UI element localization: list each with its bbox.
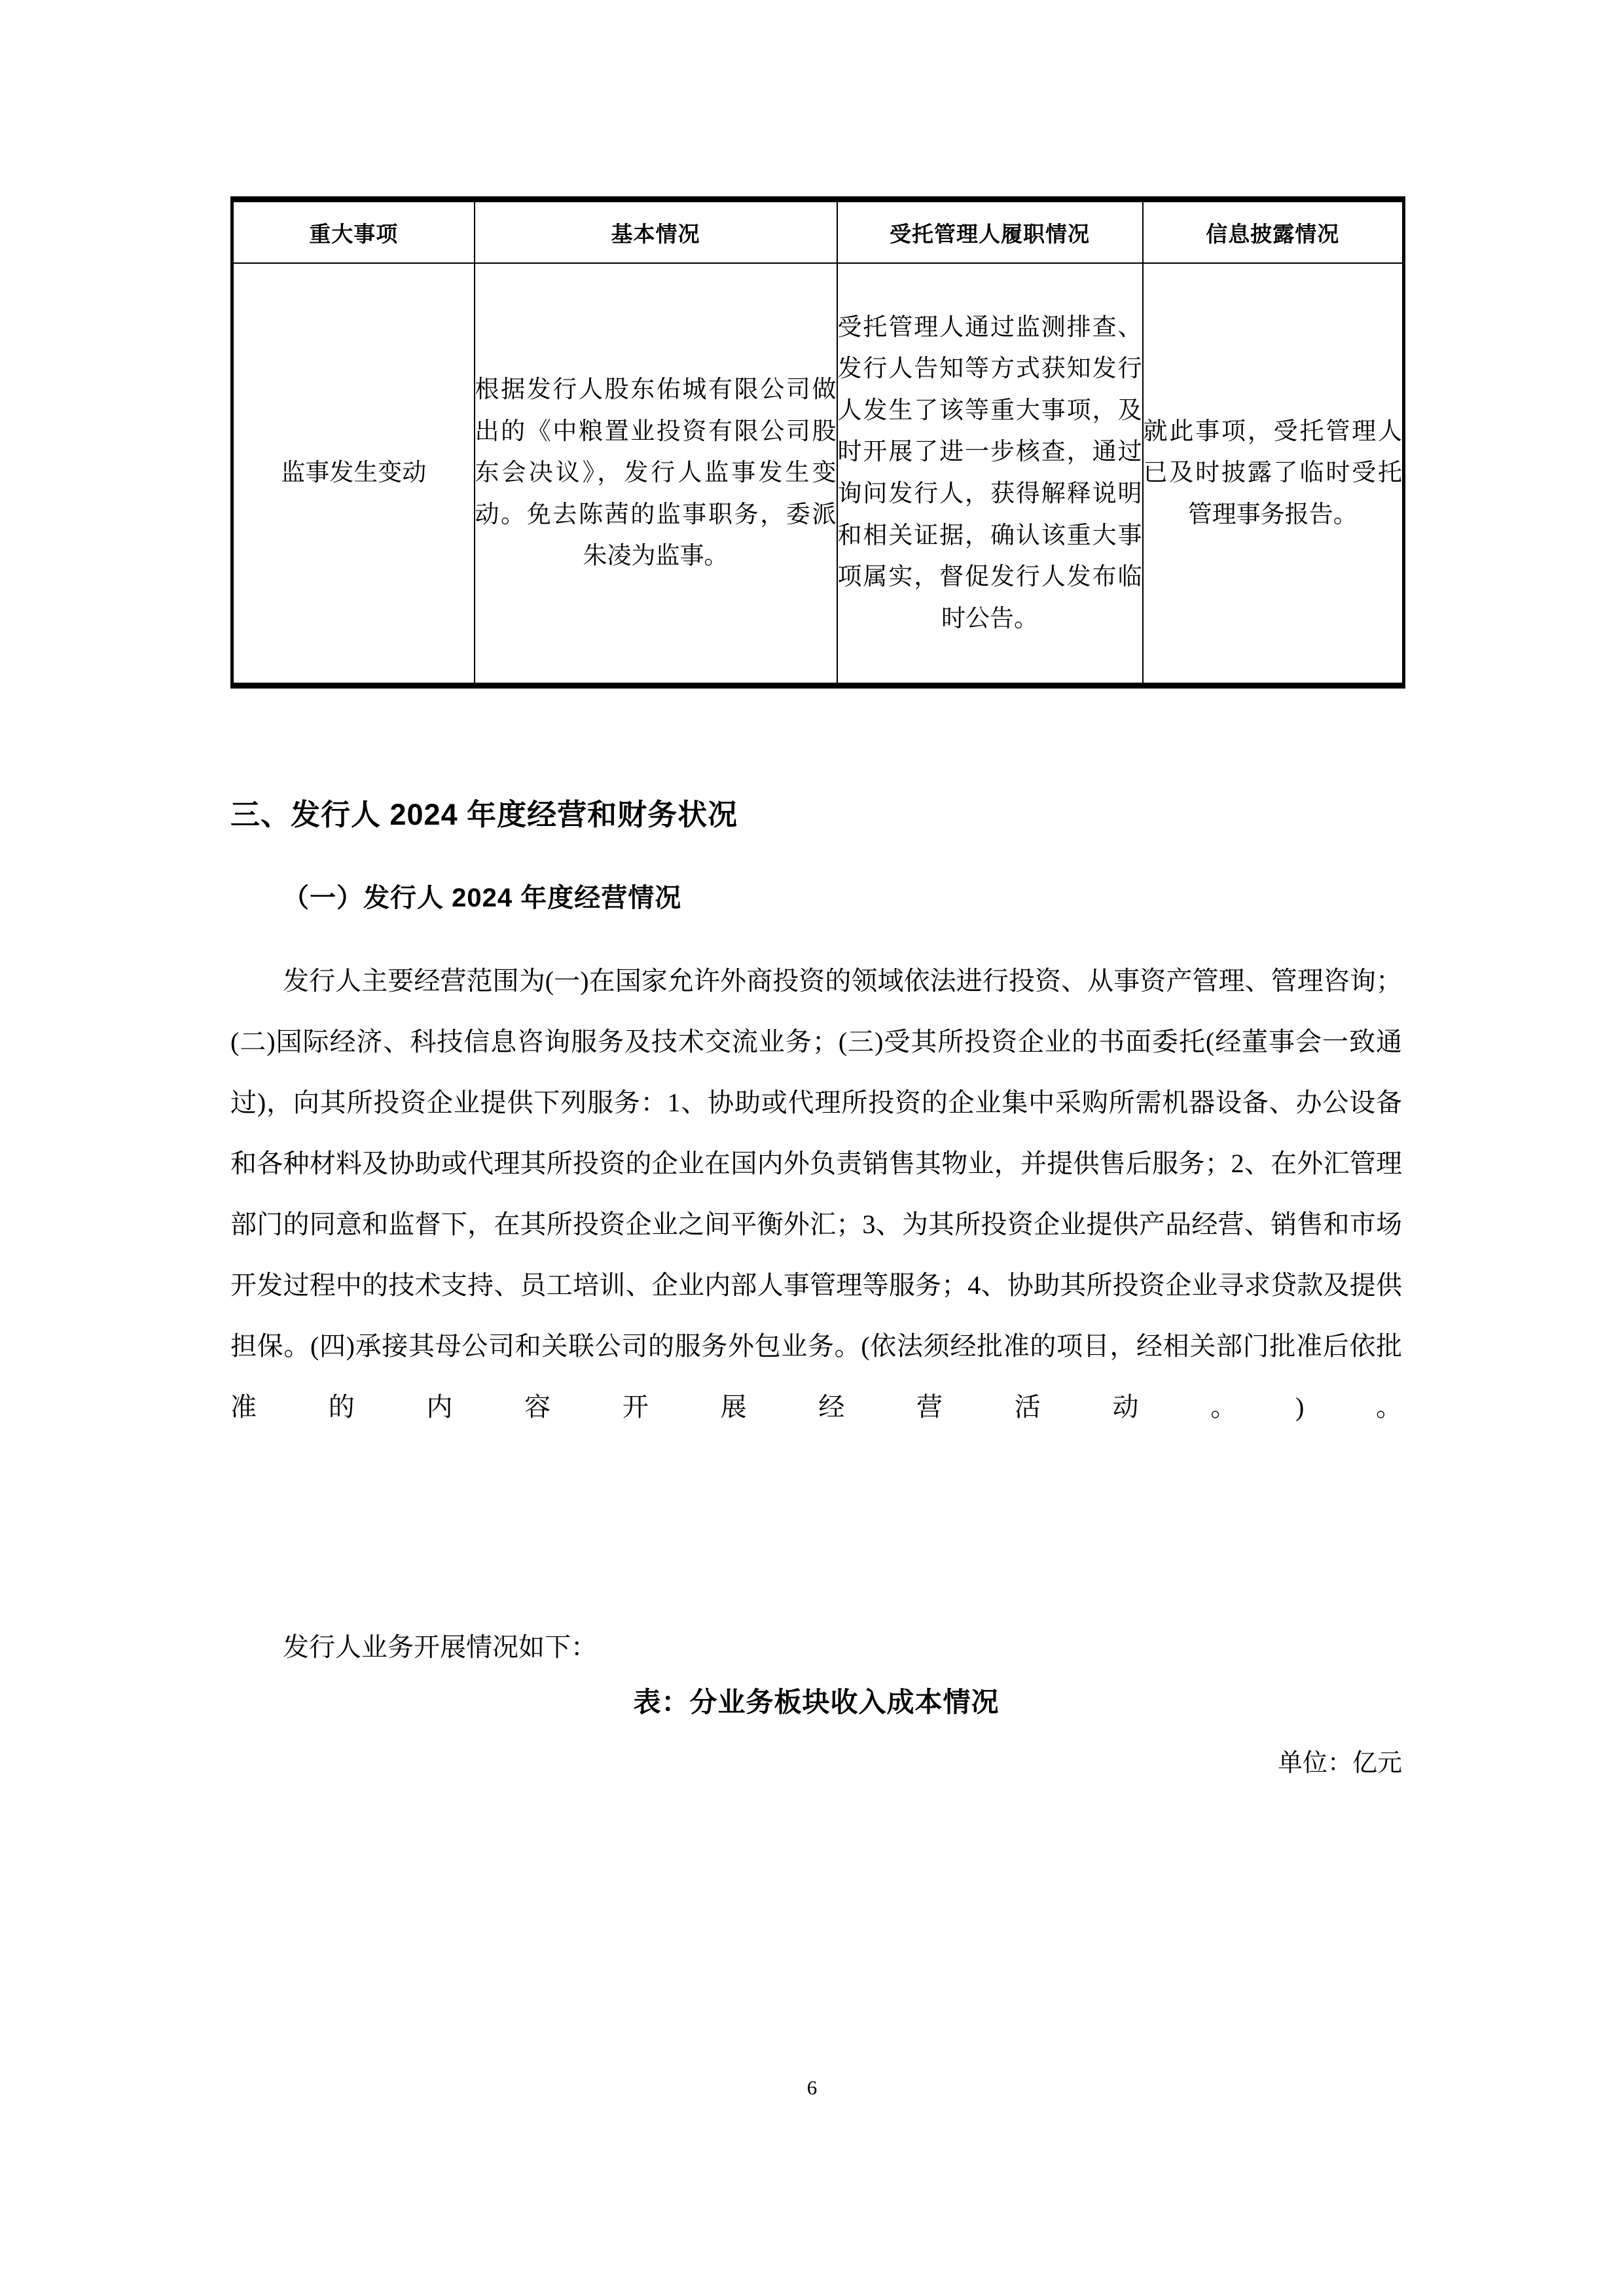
cell-basic-situation: 根据发行人股东佑城有限公司做出的《中粮置业投资有限公司股东会决议》，发行人监事发生变动。免去陈茜的监事职务，委派朱凌为监事。 xyxy=(475,263,837,686)
table-header-row xyxy=(232,200,1404,264)
cell-major-event: 监事发生变动 xyxy=(232,263,475,686)
subsection-heading: （一）发行人 2024 年度经营情况 xyxy=(283,884,682,912)
body-paragraph-intro: 发行人业务开展情况如下： xyxy=(283,1632,597,1662)
table-caption: 表：分业务板块收入成本情况 xyxy=(633,1687,1000,1717)
column-header-trustee-performance: 受托管理人履职情况 xyxy=(837,200,1143,264)
column-header-basic-situation: 基本情况 xyxy=(475,200,837,264)
body-paragraph-business-scope: 发行人主要经营范围为(一)在国家允许外商投资的领域依法进行投资、从事资产管理、管理咨询；(二)国际经济、科技信息咨询服务及技术交流业务；(三)受其所投资企业的书面委托(经董事会一致通过)，向其所投资企业提供下列服务：1、协助或代理所投资的企业集中采购所需机器设备、办公设备和各种材料及协助或代理其所投资的企业在国内外负责销售其物业，并提供售后服务；2、在外汇管理部门的同意和监督下，在其所投资企业之间平衡外汇；3、为其所投资企业提供产品经营、销售和市场开发过程中的技术支持、员工培训、企业内部人事管理等服务；4、协助其所投资企业寻求贷款及提供担保。(四)承接其母公司和关联公司的服务外包业务。(依法须经批准的项目，经相关部门批准后依批准的内容开展经营活动。)。 xyxy=(230,966,1402,1422)
table-body xyxy=(232,263,1404,686)
column-header-major-event: 重大事项 xyxy=(232,200,475,264)
column-header-disclosure: 信息披露情况 xyxy=(1143,200,1404,264)
table-header xyxy=(232,200,1404,264)
cell-disclosure: 就此事项，受托管理人已及时披露了临时受托管理事务报告。 xyxy=(1143,263,1404,686)
table-row xyxy=(232,263,1404,686)
page-number: 6 xyxy=(806,2076,818,2099)
unit-note: 单位：亿元 xyxy=(1277,1749,1402,1777)
section-heading: 三、发行人 2024 年度经营和财务状况 xyxy=(230,798,738,831)
major-events-table xyxy=(230,196,1405,689)
cell-trustee-performance: 受托管理人通过监测排查、发行人告知等方式获知发行人发生了该等重大事项，及时开展了进一步核查，通过询问发行人，获得解释说明和相关证据，确认该重大事项属实，督促发行人发布临时公告。 xyxy=(837,263,1143,686)
page-content xyxy=(230,0,1402,1777)
